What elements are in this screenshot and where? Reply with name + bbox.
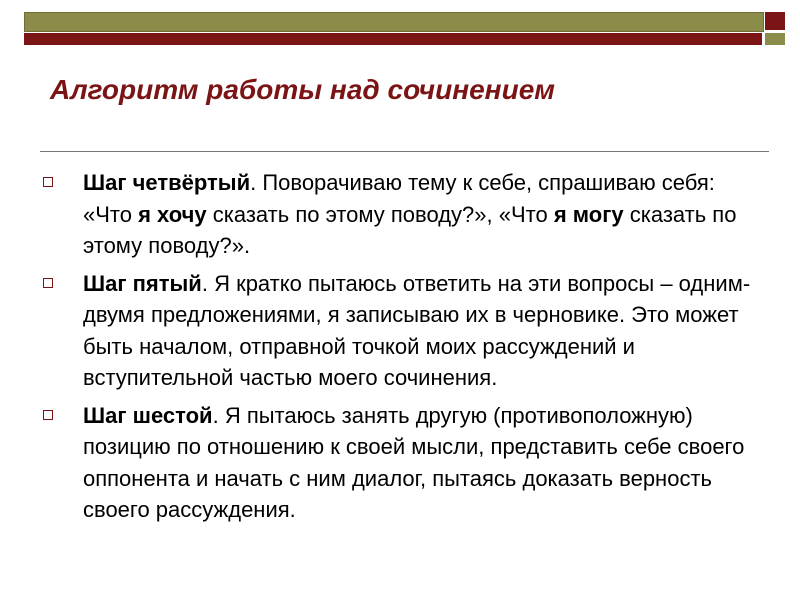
header-square-red xyxy=(765,12,785,30)
step-name: Шаг пятый xyxy=(83,270,202,296)
emphasis-text: я могу xyxy=(553,201,624,227)
header-bar-red xyxy=(24,33,762,45)
list-item-step-four xyxy=(43,167,763,262)
hollow-square-bullet-icon xyxy=(43,410,53,420)
step-name: Шаг шестой xyxy=(83,402,213,428)
step-text: сказать по этому поводу?», «Что xyxy=(206,201,554,227)
step-text: . Я пытаюсь занять другую (противоположную) позицию по отношению к своей мысли, представить себе своего оппонента и начать с ним диалог, пытаясь доказать верность своего рассуждения. xyxy=(83,402,745,522)
list-item-step-six xyxy=(43,400,763,526)
steps-list xyxy=(43,167,763,532)
step-name: Шаг четвёртый xyxy=(83,170,251,195)
header-square-olive xyxy=(765,33,785,45)
step-text: . Я кратко пытаюсь ответить на эти вопросы – одним-двумя предложениями, я записываю их в черновике. Это может быть началом, отправной точкой моих рассуждений и вступительной частью моего сочинения. xyxy=(83,270,751,390)
header-bar-olive xyxy=(24,12,764,32)
hollow-square-bullet-icon xyxy=(43,278,53,288)
emphasis-text: я хочу xyxy=(138,201,207,227)
step-text: сказать по этому поводу?». xyxy=(83,201,737,258)
title-divider xyxy=(40,151,769,152)
step-text: . Поворачиваю тему к себе, спрашиваю себя: «Что xyxy=(83,170,715,227)
slide-title: Алгоритм работы над сочинением xyxy=(50,74,555,105)
list-item-step-five xyxy=(43,268,763,394)
hollow-square-bullet-icon xyxy=(43,177,53,187)
